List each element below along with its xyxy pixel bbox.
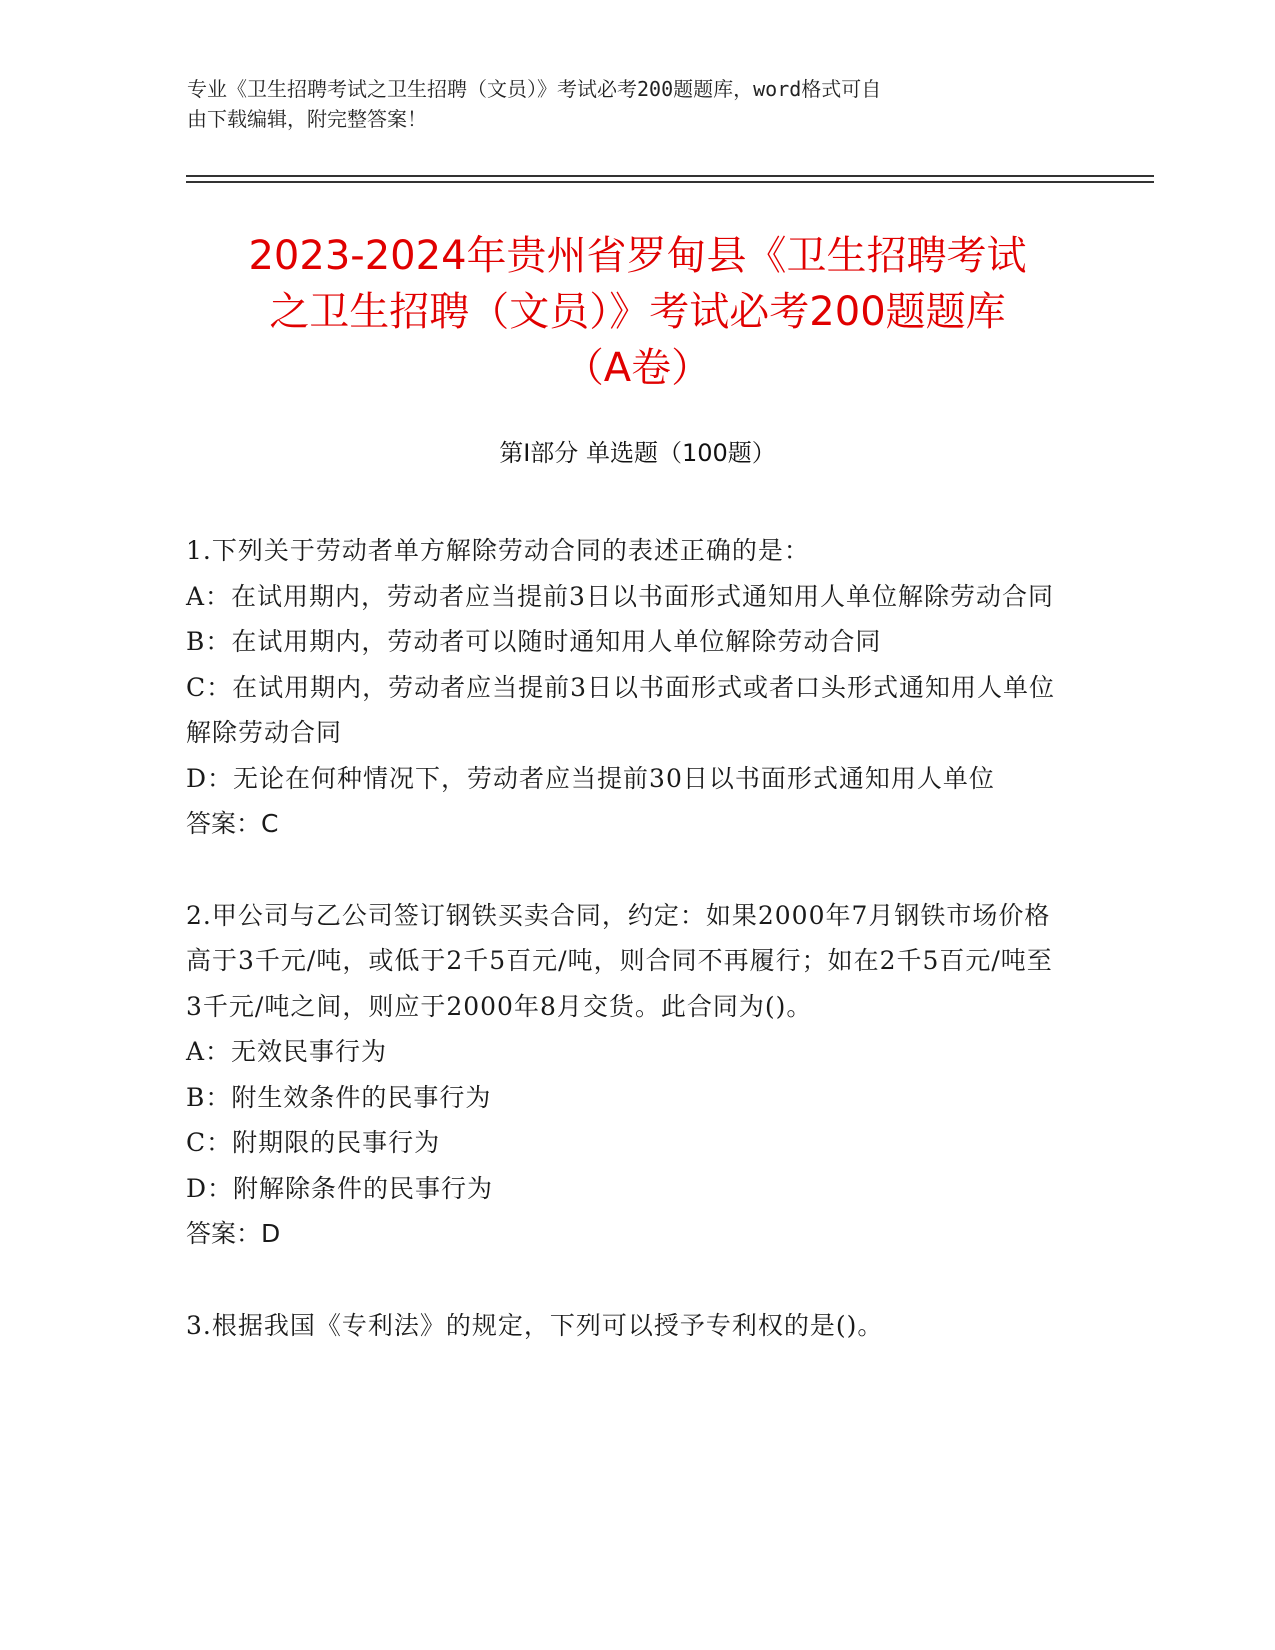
question-gap bbox=[186, 1257, 1066, 1303]
header-rule-top bbox=[186, 175, 1154, 177]
question-stem: 3.根据我国《专利法》的规定，下列可以授予专利权的是()。 bbox=[186, 1310, 884, 1340]
question-gap bbox=[186, 847, 1066, 893]
section-title: 第I部分 单选题（100题） bbox=[499, 439, 776, 467]
document-title-line-3: （A卷） bbox=[563, 345, 712, 391]
document-title-line-1: 2023-2024年贵州省罗甸县《卫生招聘考试 bbox=[248, 233, 1027, 279]
option-a: A：在试用期内，劳动者应当提前3日以书面形式通知用人单位解除劳动合同 bbox=[186, 581, 1054, 611]
question-2 bbox=[186, 893, 1066, 1257]
document-title-line-2: 之卫生招聘（文员）》考试必考200题题库 bbox=[269, 289, 1006, 335]
option-a: A：无效民事行为 bbox=[186, 1037, 388, 1066]
option-d: D：附解除条件的民事行为 bbox=[186, 1173, 494, 1203]
option-b: B：在试用期内，劳动者可以随时通知用人单位解除劳动合同 bbox=[186, 627, 882, 656]
option-b: B：附生效条件的民事行为 bbox=[186, 1082, 492, 1112]
answer: 答案：D bbox=[186, 1219, 281, 1248]
header-rule-bottom bbox=[186, 181, 1154, 183]
question-1 bbox=[186, 528, 1066, 847]
header-note-line-1: 专业《卫生招聘考试之卫生招聘（文员）》考试必考200题题库，word格式可自 bbox=[187, 77, 882, 101]
question-stem: 2.甲公司与乙公司签订钢铁买卖合同，约定：如果2000年7月钢铁市场价格高于3千元/吨，或低于2千5百元/吨，则合同不再履行；如在2千5百元/吨至3千元/吨之间，则应于2000年8月交货。此合同为()。 bbox=[186, 900, 1053, 1021]
answer: 答案：C bbox=[186, 809, 279, 838]
question-stem: 1.下列关于劳动者单方解除劳动合同的表述正确的是： bbox=[186, 536, 810, 565]
header-note-line-2: 由下载编辑，附完整答案！ bbox=[187, 107, 427, 131]
option-c: C：附期限的民事行为 bbox=[186, 1128, 441, 1157]
header-note bbox=[187, 74, 1087, 134]
option-d: D：无论在何种情况下，劳动者应当提前30日以书面形式通知用人单位 bbox=[186, 763, 995, 793]
question-3 bbox=[186, 1303, 1066, 1349]
option-c: C：在试用期内，劳动者应当提前3日以书面形式或者口头形式通知用人单位解除劳动合同 bbox=[186, 672, 1056, 747]
document-title bbox=[150, 228, 1125, 396]
question-list bbox=[186, 528, 1066, 1348]
